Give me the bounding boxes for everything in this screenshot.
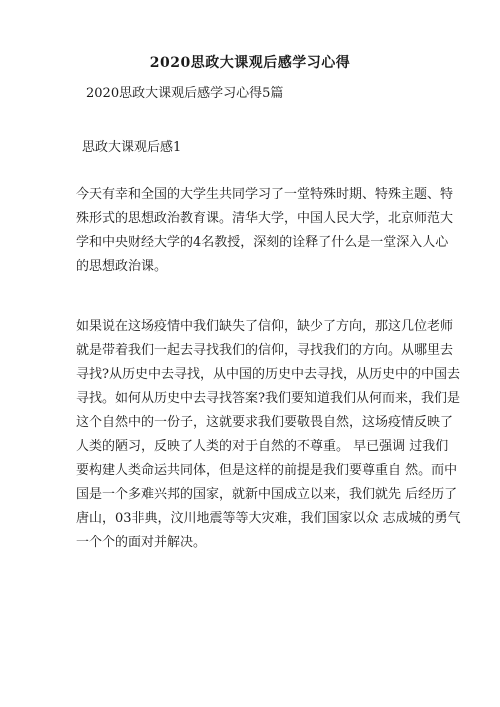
paragraph-line: 人类的陋习，反映了人类的对于自然的不尊重。 早已强调 过我们 <box>76 439 449 454</box>
paragraph-line: 学和中央财经大学的4名教授，深刻的诠释了什么是一堂深入人心 <box>76 235 449 250</box>
paragraph-line: 今天有幸和全国的大学生共同学习了一堂特殊时期、特殊主题、特 <box>76 187 454 202</box>
document-title: 2020思政大课观后感学习心得 <box>149 55 351 71</box>
paragraph-line: 就是带着我们一起去寻找我们的信仰，寻找我们的方向。从哪里去 <box>76 343 454 358</box>
paragraph-line: 一个个的面对并解决。 <box>76 535 207 550</box>
document-subtitle: 2020思政大课观后感学习心得5篇 <box>86 86 284 101</box>
paragraph-line: 如果说在这场疫情中我们缺失了信仰，缺少了方向，那这几位老师 <box>76 319 454 334</box>
paragraph-line: 寻找。如何从历史中去寻找答案?我们要知道我们从何而来，我们是 <box>76 391 460 406</box>
paragraph-line: 要构建人类命运共同体，但是这样的前提是我们要尊重自 然。而中 <box>76 463 458 478</box>
paragraph-1 <box>76 183 454 279</box>
section-heading: 思政大课观后感1 <box>82 140 182 155</box>
paragraph-line: 的思想政治课。 <box>76 259 168 274</box>
paragraph-line: 唐山，03非典，汶川地震等等大灾难，我们国家以众 志成城的勇气 <box>76 511 461 526</box>
paragraph-line: 寻找?从历史中去寻找，从中国的历史中去寻找，从历史中的中国去 <box>76 367 460 382</box>
paragraph-line: 国是一个多难兴邦的国家，就新中国成立以来，我们就先 后经历了 <box>76 487 458 502</box>
paragraph-line: 殊形式的思想政治教育课。清华大学，中国人民大学，北京师范大 <box>76 211 454 226</box>
paragraph-line: 这个自然中的一份子，这就要求我们要敬畏自然，这场疫情反映了 <box>76 415 454 430</box>
paragraph-2 <box>76 315 461 555</box>
